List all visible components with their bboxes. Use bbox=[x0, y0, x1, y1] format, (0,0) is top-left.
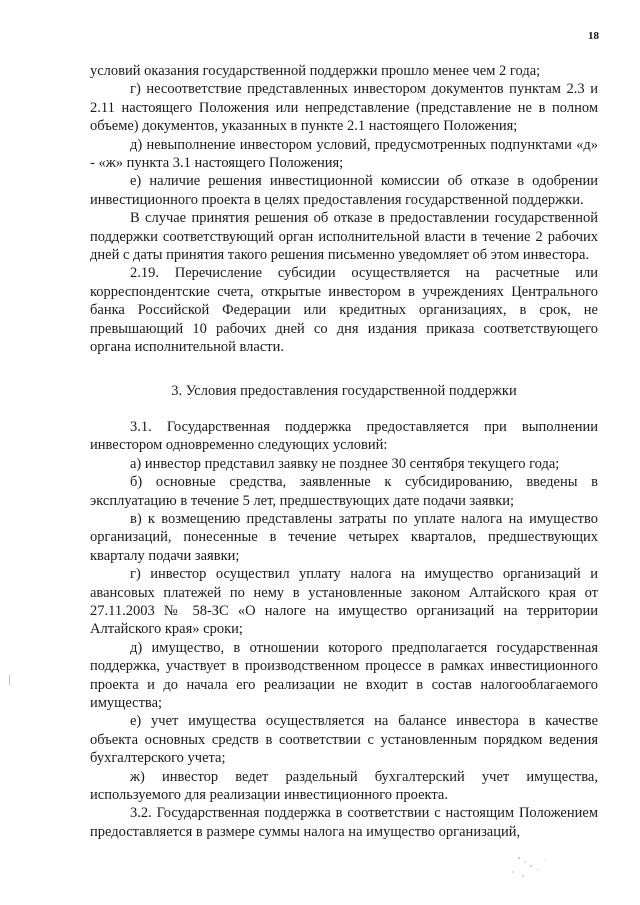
paragraph: а) инвестор представил заявку не позднее 30 сентября текущего года; bbox=[130, 455, 560, 472]
paragraph: б) основные средства, заявленные к субсидированию, введены в эксплуатацию в течение 5 лет, предшествующих дате подачи заявки; bbox=[90, 474, 598, 509]
paragraph: д) имущество, в отношении которого предполагается государственная поддержка, участвует в производственном процессе в рамках инвестиционного проекта и до начала его реализации не входит в состав налогооблагаемого имущества; bbox=[90, 639, 598, 711]
paragraph: г) несоответствие представленных инвестором документов пунктам 2.3 и 2.11 настоящего Положения или непредставление (представление не в полном объеме) документов, указанных в пункте 2.1 настоящего Положения; bbox=[90, 81, 598, 135]
paragraph: ж) инвестор ведет раздельный бухгалтерский учет имущества, используемого для реализации инвестиционного проекта. bbox=[90, 768, 598, 804]
page-number: 18 bbox=[588, 30, 599, 42]
paragraph: е) учет имущества осуществляется на балансе инвестора в качестве объекта основных средств в соответствии с установленным порядком ведения бухгалтерского учета; bbox=[90, 713, 598, 767]
paragraph: 2.19. Перечисление субсидии осуществляется на расчетные или корреспондентские счета, открытые инвестором в учреждениях Центрального банка Российской Федерации или кредитных организациях, в срок, не превышающий 10 рабочих дней со дня издания приказа соответствующего органа исполнительной власти. bbox=[90, 265, 598, 356]
paragraph: В случае принятия решения об отказе в предоставлении государственной поддержки соответствующий орган исполнительной власти в течение 2 рабочих дней с даты принятия такого решения письменно уведомляет об этом инвестора. bbox=[90, 210, 598, 264]
paragraphs-bottom bbox=[90, 418, 598, 841]
paragraph: в) к возмещению представлены затраты по уплате налога на имущество организаций, понесенные в течение четырех кварталов, предшествующих кварталу подачи заявки; bbox=[90, 510, 598, 564]
paragraph: 3.1. Государственная поддержка предоставляется при выполнении инвестором одновременно следующих условий: bbox=[90, 418, 598, 454]
paragraph: г) инвестор осуществил уплату налога на имущество организаций и авансовых платежей по нему в установленные законом Алтайского края от 27.11.2003 № 58-ЗС «О налоге на имущество организаций на территории Алтайского края» сроки; bbox=[90, 566, 598, 638]
section-heading: 3. Условия предоставления государственной поддержки bbox=[171, 382, 517, 399]
scan-edge-mark bbox=[8, 675, 11, 685]
document-body bbox=[90, 62, 598, 841]
paragraph: 3.2. Государственная поддержка в соответствии с настоящим Положением предоставляется в размере суммы налога на имущество организаций, bbox=[90, 805, 598, 840]
paragraph: условий оказания государственной поддержки прошло менее чем 2 года; bbox=[90, 63, 541, 79]
paragraph: д) невыполнение инвестором условий, предусмотренных подпунктами «д» - «ж» пункта 3.1 настоящего Положения; bbox=[90, 136, 598, 172]
paragraph: е) наличие решения инвестиционной комиссии об отказе в одобрении инвестиционного проекта в целях предоставления государственной поддержки. bbox=[90, 173, 598, 208]
paragraphs-top bbox=[90, 62, 598, 357]
scan-artifact-marks bbox=[505, 852, 555, 882]
